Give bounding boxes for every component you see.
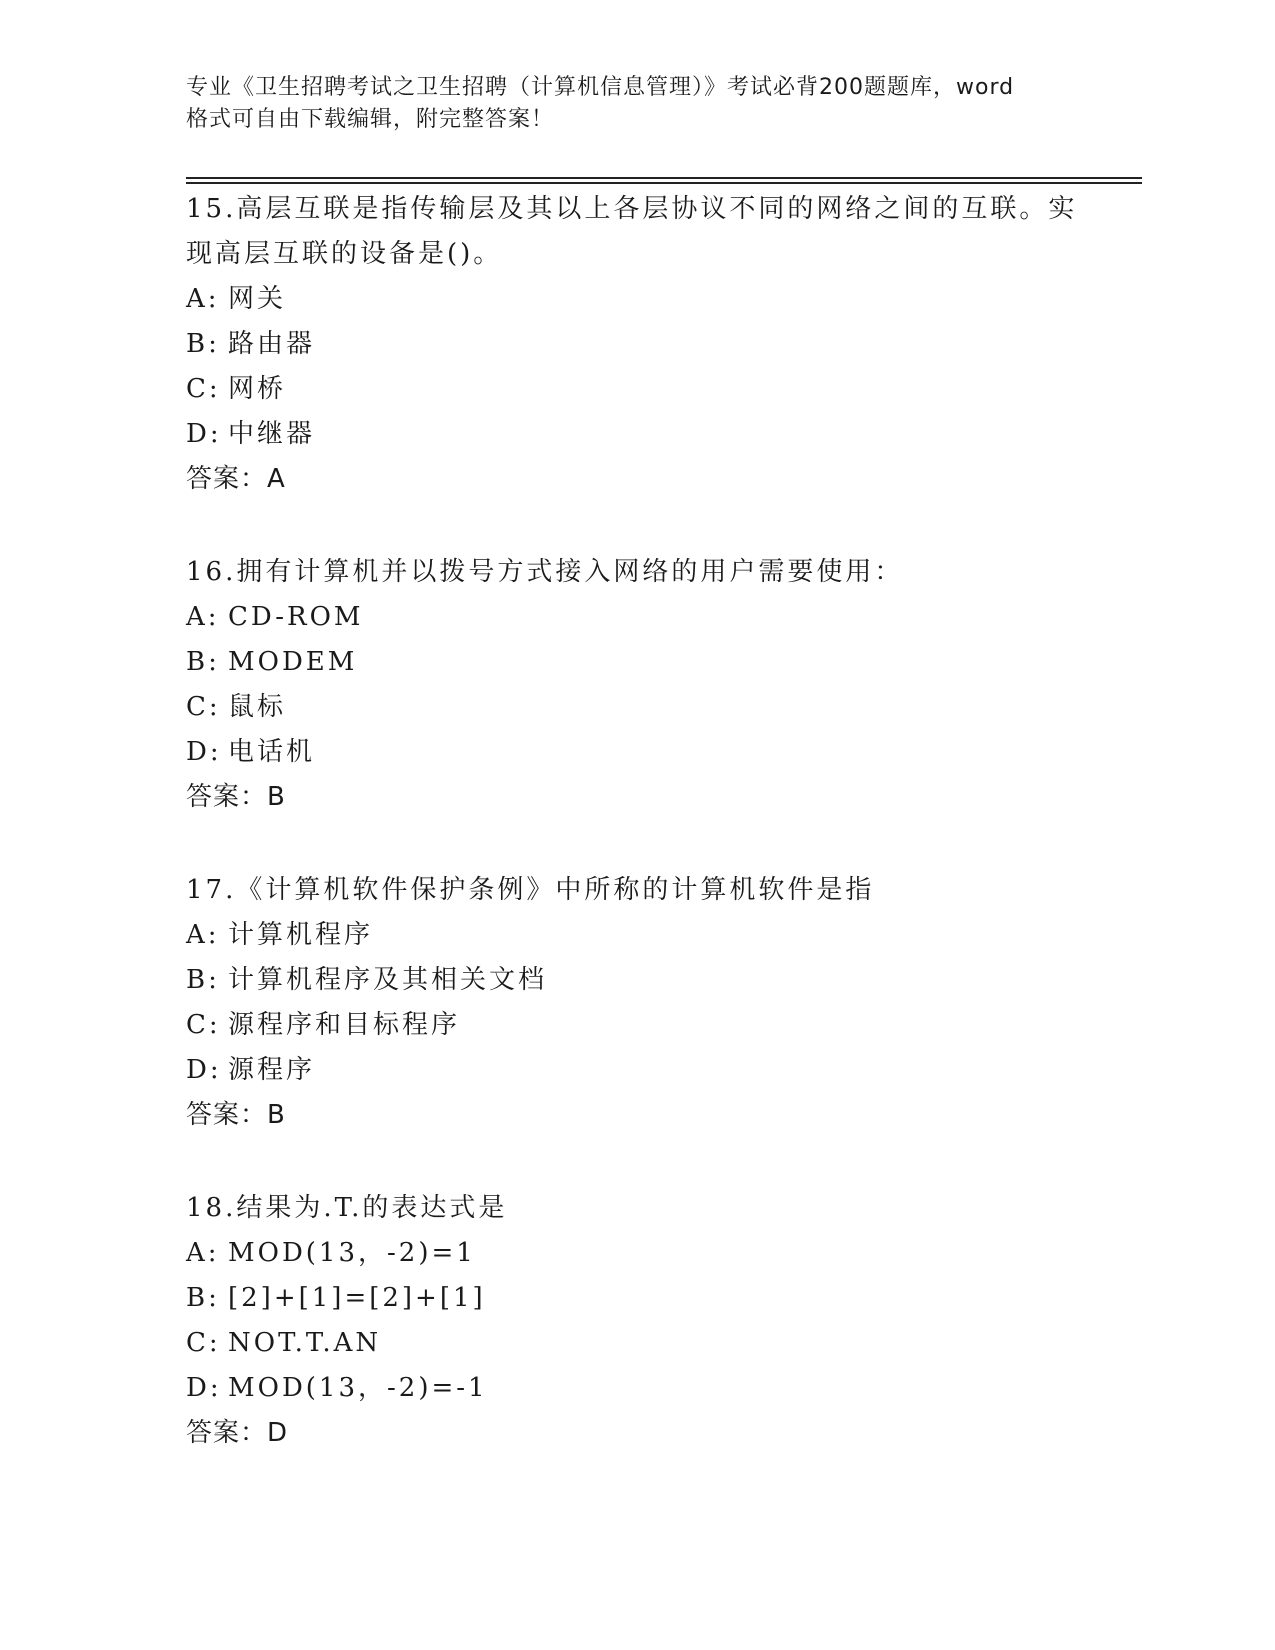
option-text: MODEM <box>228 647 358 677</box>
option-d <box>186 1366 1086 1411</box>
document-header <box>186 72 1086 136</box>
question-stem: 17.《计算机软件保护条例》中所称的计算机软件是指 <box>186 875 875 905</box>
question-stem: 16.拥有计算机并以拨号方式接入网络的用户需要使用： <box>186 557 904 587</box>
option-letter: D: <box>186 1055 222 1085</box>
header-divider-bottom <box>186 182 1142 184</box>
option-b <box>186 640 1086 685</box>
option-c <box>186 367 1086 412</box>
question-18 <box>186 1186 1086 1456</box>
answer-line: 答案：B <box>186 1100 286 1130</box>
option-text: 鼠标 <box>228 692 287 722</box>
option-letter: A: <box>186 1238 220 1268</box>
option-letter: D: <box>186 1373 222 1403</box>
question-stem: 18.结果为.T.的表达式是 <box>186 1193 508 1223</box>
question-stem-continued: 现高层互联的设备是()。 <box>186 239 503 269</box>
option-a <box>186 277 1086 322</box>
option-b <box>186 322 1086 367</box>
question-stem: 15.高层互联是指传输层及其以上各层协议不同的网络之间的互联。实 <box>186 194 1078 224</box>
option-letter: A: <box>186 920 220 950</box>
question-16 <box>186 550 1086 820</box>
option-c <box>186 685 1086 730</box>
answer-line: 答案：D <box>186 1418 289 1448</box>
option-d <box>186 1048 1086 1093</box>
option-c <box>186 1321 1086 1366</box>
option-text: 计算机程序 <box>228 920 374 950</box>
option-text: [2]+[1]=[2]+[1] <box>228 1283 486 1313</box>
option-letter: D: <box>186 419 222 449</box>
option-a <box>186 1231 1086 1276</box>
option-d <box>186 412 1086 457</box>
option-d <box>186 730 1086 775</box>
option-letter: C: <box>186 374 221 404</box>
option-letter: A: <box>186 284 220 314</box>
question-15 <box>186 187 1086 502</box>
option-text: 中继器 <box>228 419 316 449</box>
option-text: 网关 <box>228 284 287 314</box>
answer-line: 答案：B <box>186 782 286 812</box>
option-a <box>186 913 1086 958</box>
question-17 <box>186 868 1086 1138</box>
option-letter: C: <box>186 1010 221 1040</box>
option-b <box>186 958 1086 1003</box>
option-text: MOD(13，-2)=1 <box>228 1238 476 1268</box>
option-letter: D: <box>186 737 222 767</box>
option-text: CD-ROM <box>228 602 364 632</box>
answer-line: 答案：A <box>186 464 286 494</box>
header-line-2: 格式可自由下载编辑，附完整答案！ <box>186 107 555 132</box>
option-b <box>186 1276 1086 1321</box>
option-text: 计算机程序及其相关文档 <box>228 965 548 995</box>
option-letter: C: <box>186 692 221 722</box>
header-divider-top <box>186 177 1142 179</box>
option-text: 电话机 <box>228 737 316 767</box>
option-letter: B: <box>186 329 220 359</box>
option-text: MOD(13，-2)=-1 <box>228 1373 488 1403</box>
option-letter: B: <box>186 1283 220 1313</box>
option-text: 源程序和目标程序 <box>228 1010 461 1040</box>
option-text: 源程序 <box>228 1055 316 1085</box>
header-line-1: 专业《卫生招聘考试之卫生招聘（计算机信息管理）》考试必背200题题库，word <box>186 75 1015 100</box>
option-text: 路由器 <box>228 329 316 359</box>
option-letter: B: <box>186 965 220 995</box>
option-text: 网桥 <box>228 374 287 404</box>
option-letter: A: <box>186 602 220 632</box>
option-text: NOT.T.AN <box>228 1328 382 1358</box>
option-a <box>186 595 1086 640</box>
option-letter: C: <box>186 1328 221 1358</box>
option-letter: B: <box>186 647 220 677</box>
option-c <box>186 1003 1086 1048</box>
